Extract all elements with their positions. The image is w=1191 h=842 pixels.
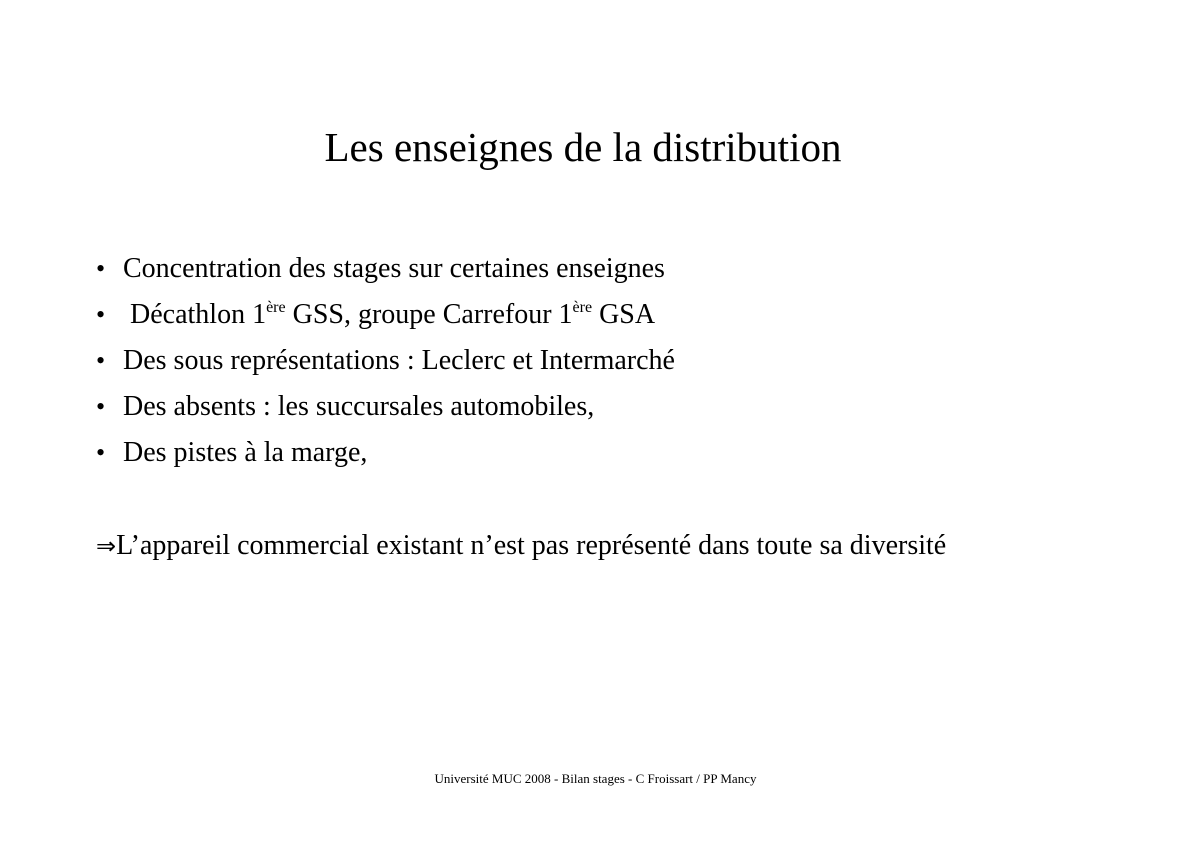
bullet-text-part: GSS, groupe Carrefour 1 bbox=[285, 299, 573, 330]
bullet-text bbox=[123, 294, 655, 336]
bullet-text-part: Décathlon 1 bbox=[123, 299, 267, 330]
slide-title: Les enseignes de la distribution bbox=[324, 124, 842, 170]
conclusion-text: L’appareil commercial existant n’est pas représenté dans toute sa diversité bbox=[116, 530, 947, 561]
bullet-icon: • bbox=[96, 254, 106, 283]
bullet-item bbox=[96, 294, 675, 340]
bullet-text: Concentration des stages sur certaines enseignes bbox=[123, 253, 665, 284]
bullet-icon: • bbox=[96, 346, 106, 375]
conclusion bbox=[96, 526, 946, 566]
bullet-item bbox=[96, 432, 675, 478]
bullet-text: Des sous représentations : Leclerc et Intermarché bbox=[123, 345, 675, 376]
bullet-item bbox=[96, 386, 675, 432]
implies-arrow-icon: ⇒ bbox=[96, 532, 117, 560]
bullet-list bbox=[96, 248, 675, 478]
bullet-item bbox=[96, 340, 675, 386]
superscript: ère bbox=[572, 299, 593, 316]
bullet-text-part: GSA bbox=[592, 299, 656, 330]
bullet-text: Des pistes à la marge, bbox=[123, 437, 368, 468]
bullet-icon: • bbox=[96, 300, 106, 329]
slide-footer: Université MUC 2008 - Bilan stages - C Froissart / PP Mancy bbox=[434, 771, 757, 786]
bullet-text: Des absents : les succursales automobiles, bbox=[123, 391, 595, 422]
superscript: ère bbox=[266, 299, 286, 316]
bullet-icon: • bbox=[96, 438, 106, 467]
bullet-item bbox=[96, 248, 675, 294]
bullet-icon: • bbox=[96, 392, 106, 421]
